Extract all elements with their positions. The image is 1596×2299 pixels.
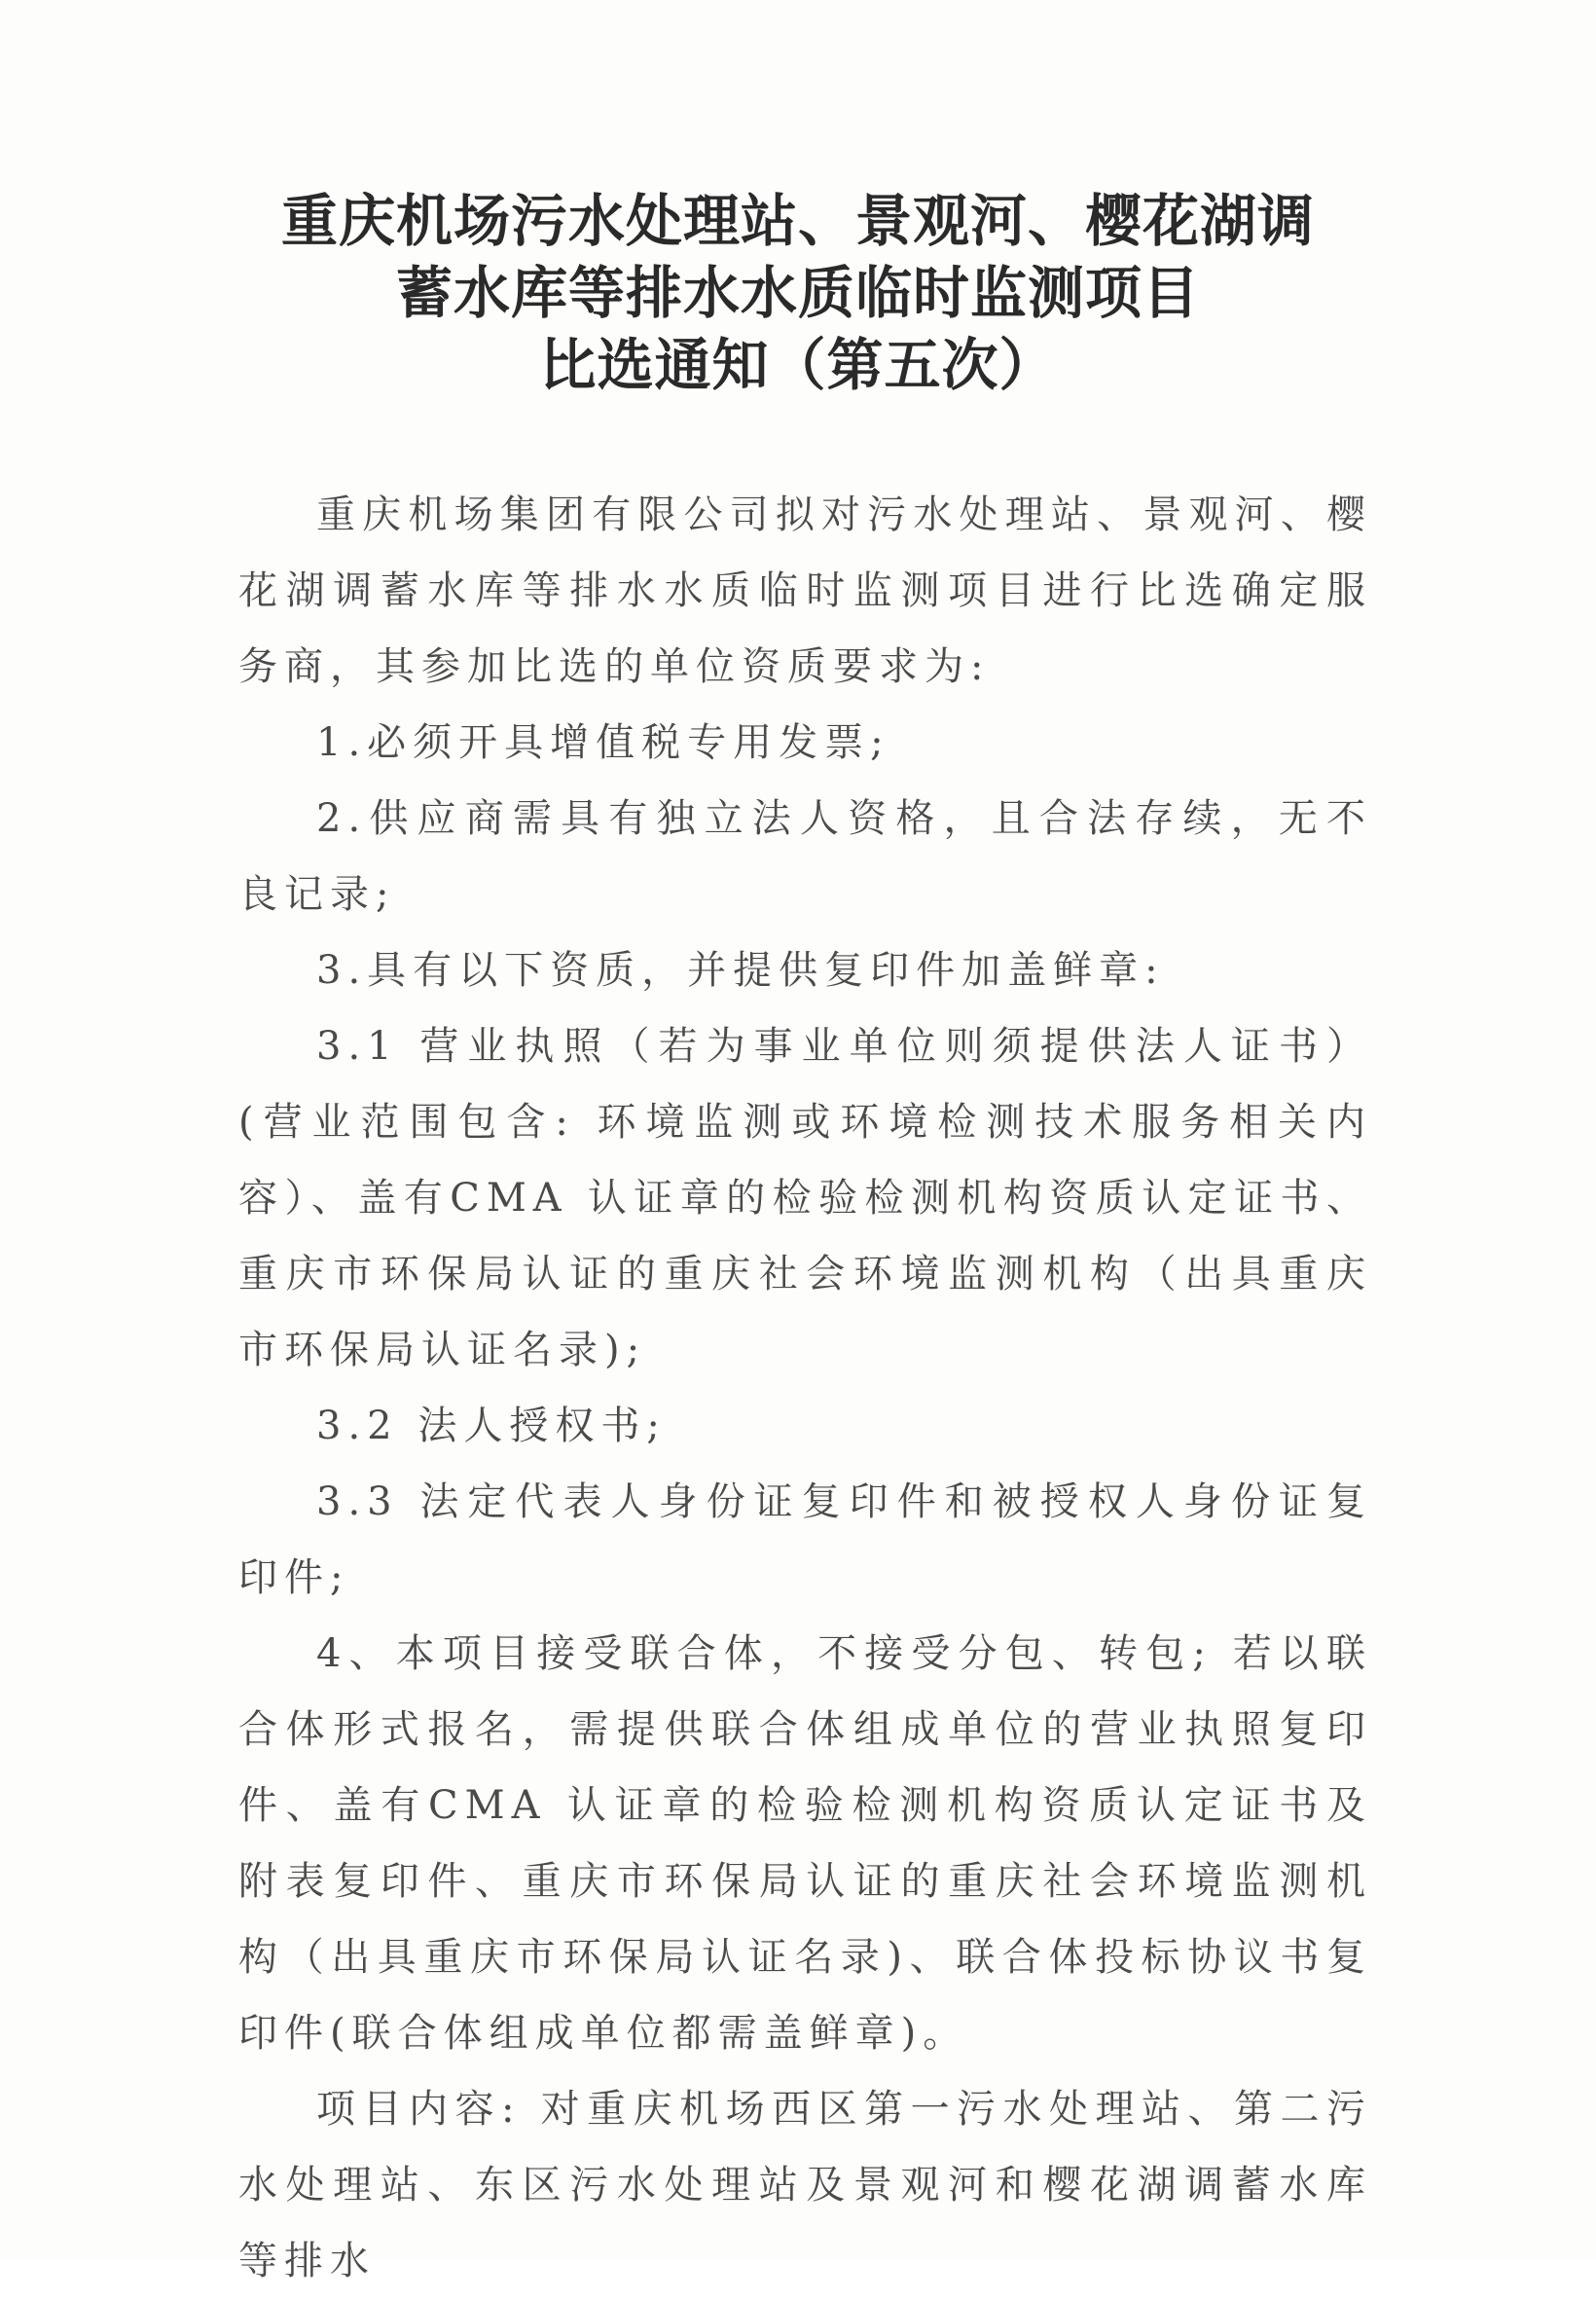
document-body (238, 477, 1372, 2299)
title-line-2: 蓄水库等排水水质临时监测项目 (395, 260, 1200, 326)
document-title (195, 185, 1401, 401)
requirement-4: 4、本项目接受联合体，不接受分包、转包; 若以联合体形式报名，需提供联合体组成单位的营业执照复印件、盖有CMA 认证章的检验检测机构资质认定证书及附表复印件、重庆市环保局认证的重庆社会环境监测机构（出具重庆市环保局认证名录)、联合体投标协议书复印件(联合体组成单位都需盖鲜章)。 (238, 1631, 1372, 2056)
project-content-paragraph: 项目内容: 对重庆机场西区第一污水处理站、第二污水处理站、东区污水处理站及景观河和樱花湖调蓄水库等排水 (238, 2087, 1372, 2283)
requirement-1: 1.必须开具增值税专用发票; (316, 720, 890, 765)
title-line-3: 比选通知（第五次） (539, 332, 1057, 398)
requirement-3-3: 3.3 法定代表人身份证复印件和被授权人身份证复印件; (238, 1479, 1372, 1600)
requirement-3-1: 3.1 营业执照（若为事业单位则须提供法人证书）(营业范围包含: 环境监测或环境检测技术服务相关内容）、盖有CMA 认证章的检验检测机构资质认定证书、重庆市环保局认证的重庆社会环境监测机构（出具重庆市环保局认证名录); (238, 1024, 1372, 1372)
requirement-3: 3.具有以下资质，并提供复印件加盖鲜章: (316, 948, 1165, 993)
intro-paragraph: 重庆机场集团有限公司拟对污水处理站、景观河、樱花湖调蓄水库等排水水质临时监测项目进行比选确定服务商，其参加比选的单位资质要求为: (238, 493, 1372, 689)
title-line-1: 重庆机场污水处理站、景观河、樱花湖调 (280, 188, 1315, 254)
requirement-2: 2.供应商需具有独立法人资格，且合法存续，无不良记录; (238, 796, 1372, 917)
requirement-3-2: 3.2 法人授权书; (316, 1404, 667, 1448)
